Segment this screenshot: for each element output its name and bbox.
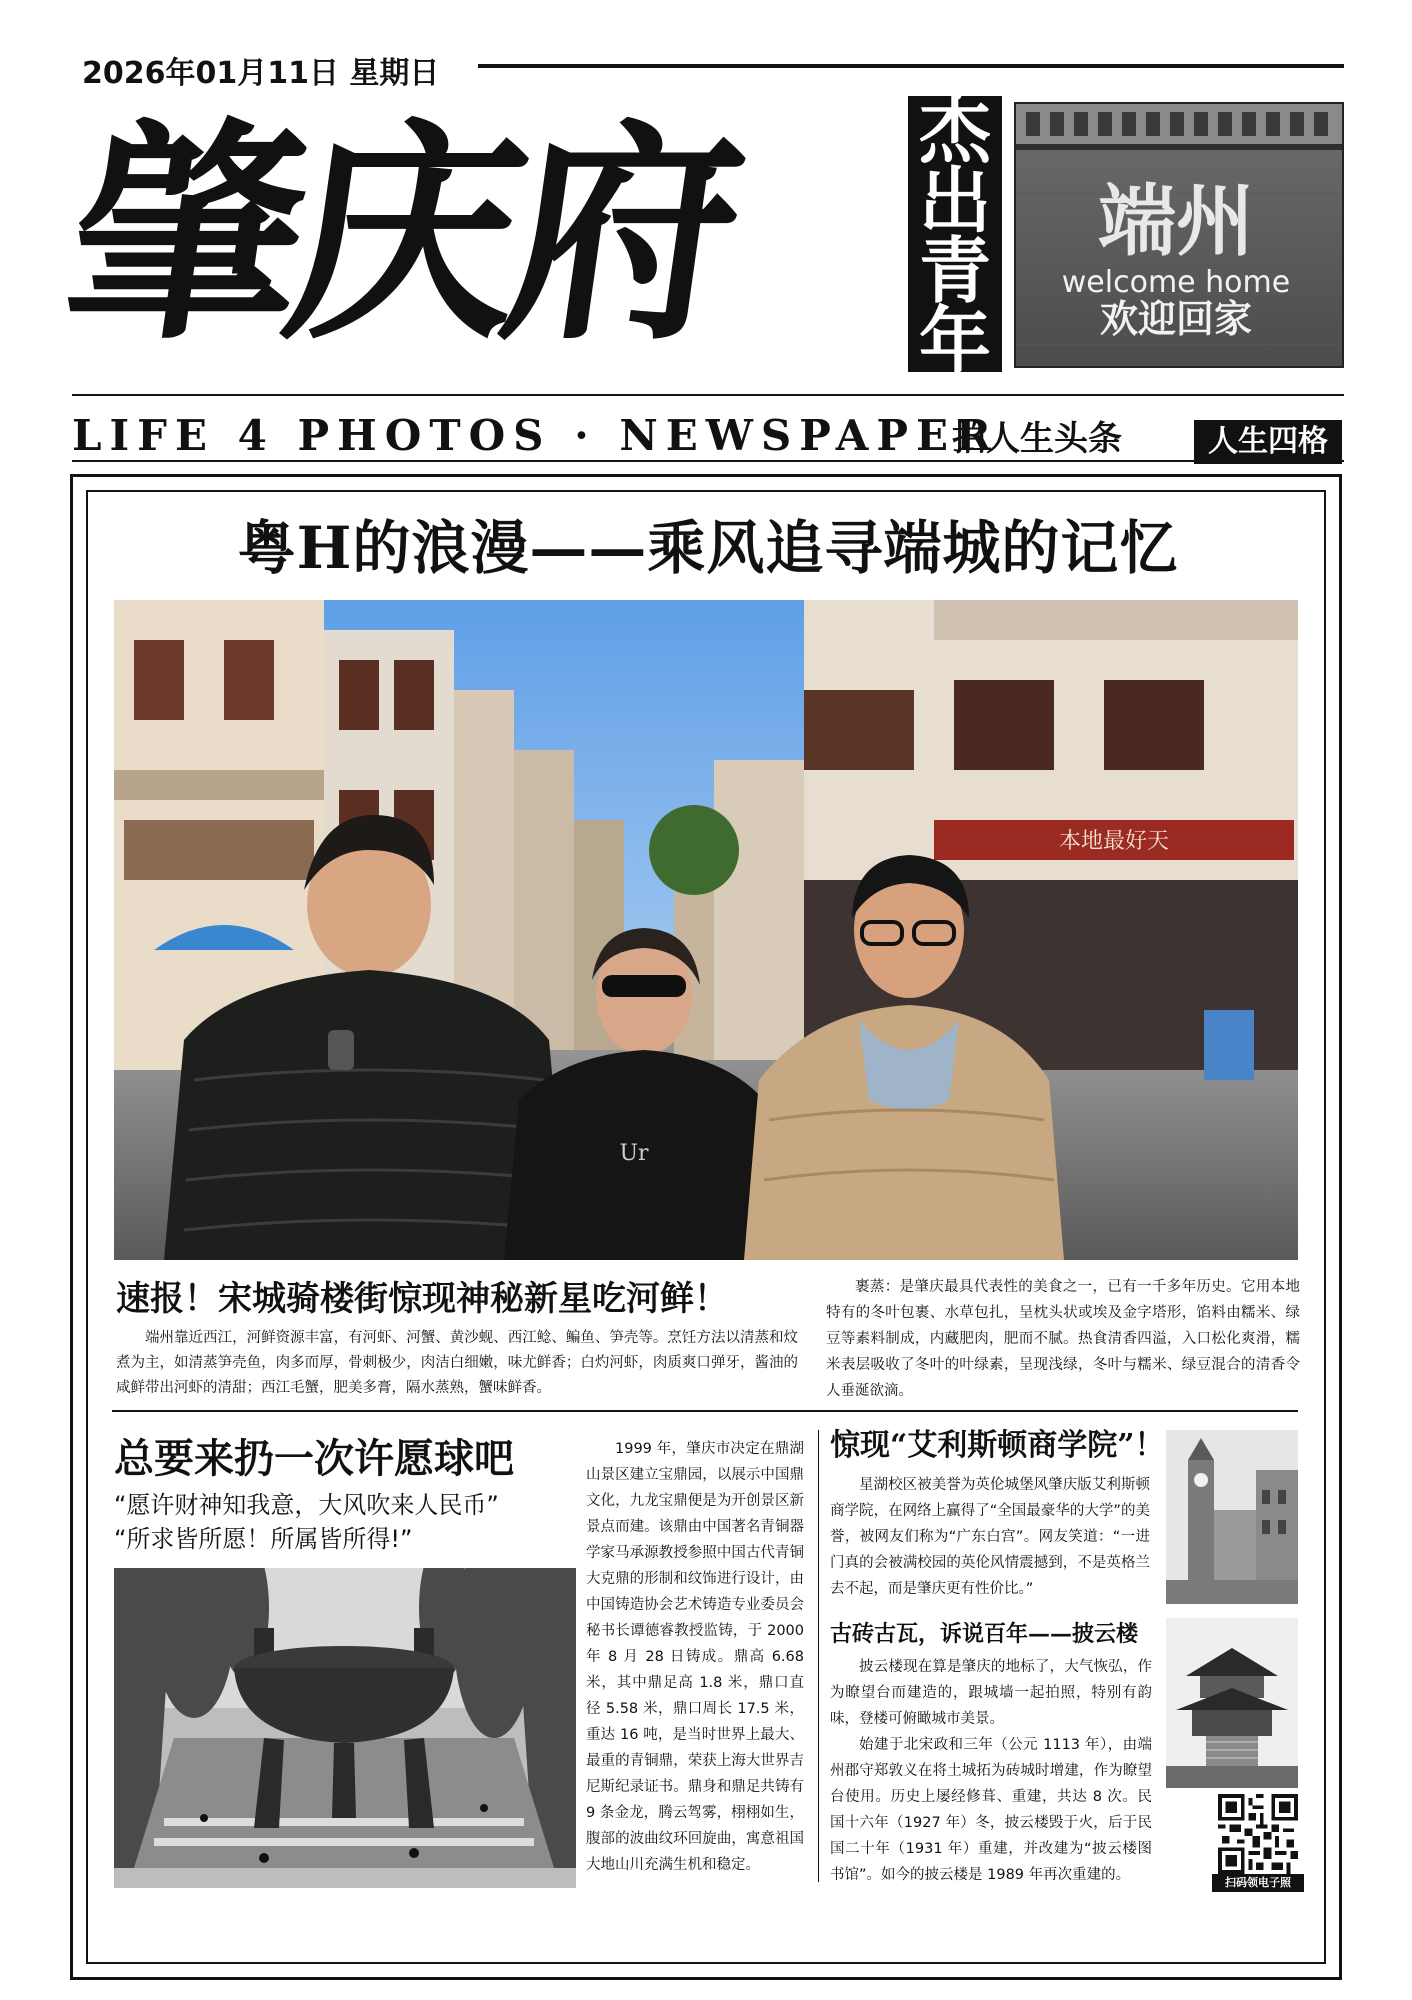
street-photo-art <box>114 600 1298 1260</box>
campus-photo-art <box>1166 1430 1298 1604</box>
campus-photo <box>1166 1430 1298 1604</box>
tag-box: 人生四格 <box>1194 420 1342 464</box>
tagline-cn: 拍人生头条 <box>952 419 1122 459</box>
top-rule <box>478 64 1344 68</box>
vertical-tag <box>908 89 1002 383</box>
qr-label: 扫码领电子照 <box>1212 1874 1304 1892</box>
qr-code[interactable] <box>1218 1794 1298 1874</box>
main-headline: 粤H的浪漫——乘风追寻端城的记忆 <box>237 514 1179 582</box>
sign-line1: 端州 <box>1097 176 1255 267</box>
piyun-body <box>830 1654 1152 1888</box>
piyun-body-para2: 始建于北宋政和三年（公元 1113 年），由端州郡守郑敦义在将土城拓为砖城时增建，作为瞭望台使用。历史上屡经修葺、重建，共达 8 次。民国十六年（1927 年）冬，披云楼毁于火，后于民国二十年（1931 年）重建，并改建为“披云楼图书馆”。如今的披云楼是 1989 年再次重建的。 <box>830 1737 1152 1883</box>
tower-photo-art <box>1166 1618 1298 1788</box>
cauldron-photo-art <box>114 1568 576 1888</box>
wish-title: 总要来扔一次许愿球吧 <box>114 1435 514 1482</box>
storefront-sign: 本地最好天 <box>1058 829 1170 854</box>
duanzhou-sign-photo <box>1014 102 1344 368</box>
wish-quote-1: “愿许财神知我意，大风吹来人民币” <box>114 1491 499 1519</box>
masthead-title: 肇庆府 <box>52 98 746 371</box>
column-divider <box>818 1430 819 1882</box>
section-divider <box>112 1410 1298 1412</box>
qr-code-icon <box>1218 1794 1298 1874</box>
masthead-rule-top <box>72 394 1344 396</box>
vertical-tag-char: 青 <box>918 229 991 313</box>
alis-body: 星湖校区被美誉为英伦城堡风肇庆版艾利斯顿商学院，在网络上赢得了“全国最豪华的大学”的美誉，被网友们称为“广东白宫”。网友笑道：“一进门真的会被满校园的英伦风情震撼到，不是英格兰去不起，而是肇庆更有性价比。” <box>830 1477 1150 1597</box>
sign-line3: 欢迎回家 <box>1099 296 1253 341</box>
tagline: LIFE 4 PHOTOS · NEWSPAPER <box>72 411 999 460</box>
sign-photo-art <box>1016 104 1344 368</box>
sign-line2: welcome home <box>1061 265 1291 300</box>
vertical-tag-char: 出 <box>918 159 991 243</box>
masthead-rule-bottom <box>72 460 1344 462</box>
alis-title: 惊现“艾利斯顿商学院”！ <box>830 1428 1165 1463</box>
vertical-tag-char: 年 <box>918 299 991 383</box>
main-street-photo <box>114 600 1298 1260</box>
news1-body: 端州靠近西江，河鲜资源丰富，有河虾、河蟹、黄沙蚬、西江鲶、鳊鱼、笋壳等。烹饪方法以清蒸和炆煮为主，如清蒸笋壳鱼，肉多而厚，骨刺极少，肉洁白细嫩，味尤鲜香；白灼河虾，肉质爽口弹牙，酱油的咸鲜带出河虾的清甜；西江毛蟹，肥美多膏，隔水蒸熟，蟹味鲜香。 <box>116 1330 798 1396</box>
wish-body: 1999 年，肇庆市决定在鼎湖山景区建立宝鼎园，以展示中国鼎文化，九龙宝鼎便是为开创景区新景点而建。该鼎由中国著名青铜器学家马承源教授参照中国古代青铜大克鼎的形制和纹饰进行设计，由中国铸造协会艺术铸造专业委员会秘书长谭德睿教授监铸，于 2000 年 8 月 28 日铸成。鼎高 6.68 米，其中鼎足高 1.8 米，鼎口直径 5.58 米，鼎口周长 17.5 米，重达 16 吨，是当时世界上最大、最重的青铜鼎，荣获上海大世界吉尼斯纪录证书。鼎身和鼎足共铸有 9 条金龙，腾云驾雾，栩栩如生，腹部的波曲纹环回旋曲，寓意祖国大地山川充满生机和稳定。 <box>586 1441 804 1873</box>
wish-quote-2: “所求皆所愿！所属皆所得!” <box>114 1525 413 1553</box>
news2-body: 裹蒸：是肇庆最具代表性的美食之一，已有一千多年历史。它用本地特有的冬叶包裹、水草包扎，呈枕头状或埃及金字塔形，馅料由糯米、绿豆等素料制成，内藏肥肉，肥而不腻。热食清香四溢，入口松化爽滑，糯米表层吸收了冬叶的叶绿素，呈现浅绿，冬叶与糯米、绿豆混合的清香令人垂涎欲滴。 <box>826 1279 1300 1399</box>
piyun-title: 古砖古瓦，诉说百年——披云楼 <box>830 1621 1139 1647</box>
news1-title: 速报！宋城骑楼街惊现神秘新星吃河鲜！ <box>116 1279 728 1319</box>
vertical-tag-char: 杰 <box>918 89 991 173</box>
issue-date: 2026年01月11日 星期日 <box>82 56 440 91</box>
piyun-body-para1: 披云楼现在算是肇庆的地标了，大气恢弘，作为瞭望台而建造的，跟城墙一起拍照，特别有韵味，登楼可俯瞰城市美景。 <box>830 1659 1152 1727</box>
wish-quotes <box>114 1488 499 1556</box>
piyun-tower-photo <box>1166 1618 1298 1788</box>
svg-text:Ur: Ur <box>619 1141 649 1166</box>
tripod-cauldron-photo <box>114 1568 576 1888</box>
